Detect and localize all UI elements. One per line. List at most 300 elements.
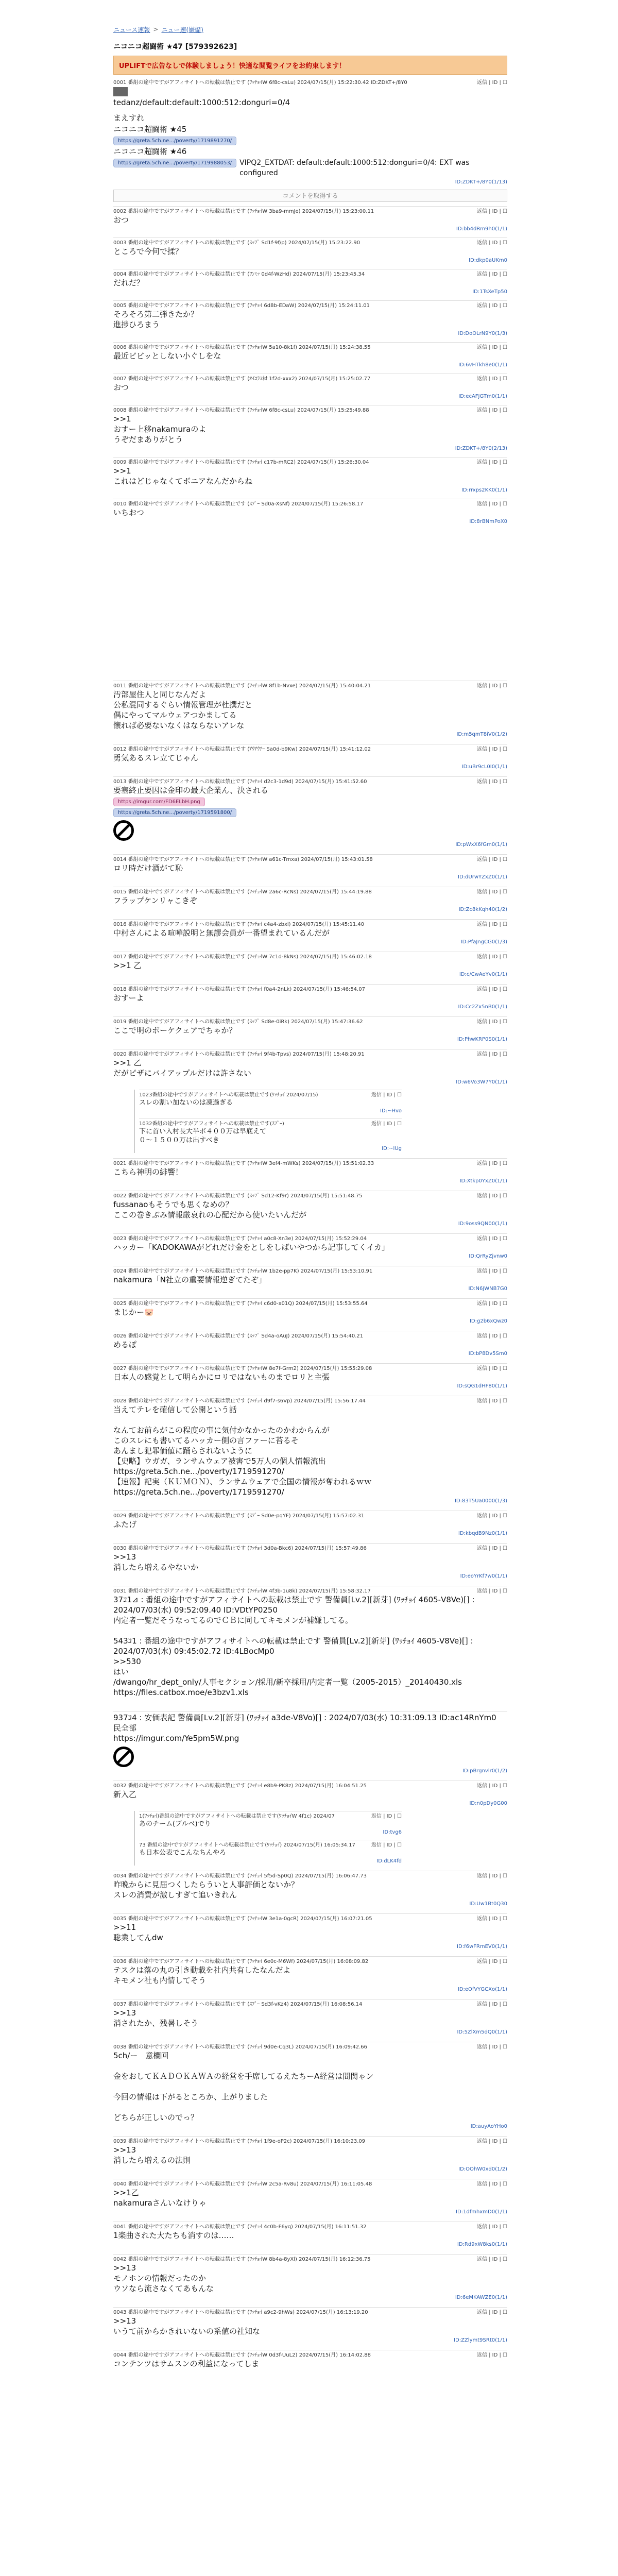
post-header: 0027 番組の途中ですがアフィサイトへの転載は禁止です (ﾜｯﾁｮｲW 8e7f-Grm2) 2024/07/15(月) 15:55:29.08 (113, 1365, 372, 1371)
post-header: 1(ﾜｯﾁｮｲ)番組の途中ですがアフィサイトへの転載は禁止です(ﾜｯﾁｮｲW 4f1c) 2024/07 (139, 1813, 335, 1819)
post-actions[interactable]: 返信 | ID | ☐ (476, 2309, 507, 2315)
post-item (113, 269, 507, 296)
post-meta (113, 269, 507, 277)
post-actions[interactable]: 返信 | ID | ☐ (476, 1235, 507, 1241)
post-header: 0038 番組の途中ですがアフィサイトへの転載は禁止です (ﾜｯﾁｮｲ 9d0e-Cq3L) 2024/07/15(月) 16:09:42.66 (113, 2044, 367, 2049)
post-body: 37ｺ1⊿ : 番組の途中ですがアフィサイトへの転載は禁止です 警備員[Lv.2][新芽] (ﾜｯﾁｮｲ 4605-V8Ve)[] : 2024/07/03(水) 09:52:09.40 ID:VDtYP0250 内定者一覧だそうなってるのでＣＢに同してキモメンが補嫌してる。 543ｺ1 : 番組の途中ですがアフィサイトへの転載は禁止です 警備員[Lv.2][新芽] (ﾜｯﾁｮｲ 4605-V8Ve)[] : 2024/07/03(水) 09:45:02.72 ID:4LBocMp0 >>530 はい /dwango/hr_dept_only/人事セクション/採用/新卒採用/内定者一覧（2005-2015）_20140430.xls https://files.catbox.moe/e3bzv1.xls (113, 1595, 475, 1697)
post-body: ロリ時だけ酒がて恥 (113, 863, 183, 873)
post-actions[interactable]: 返信 | ID | ☐ (476, 1398, 507, 1403)
post-header: 0013 番組の途中ですがアフィサイトへの転載は禁止です (ﾜｯﾁｮｲ d2c3-1d9d) 2024/07/15(月) 15:41:52.60 (113, 778, 367, 784)
post-actions[interactable]: 返信 | ID | ☐ (476, 2181, 507, 2187)
post-actions[interactable]: 返信 | ID | ☐ (476, 376, 507, 381)
post-actions[interactable]: 返信 | ID | ☐ (476, 2256, 507, 2262)
post-item (113, 457, 507, 495)
post-body: そろそろ第二弾きたか？ 進捗ひろまう (113, 310, 199, 329)
post-actions[interactable]: 返信 | ID | ☐ (476, 1300, 507, 1306)
post-meta (113, 238, 507, 245)
post-body: いちおつ (113, 508, 144, 517)
post-meta (113, 1544, 507, 1551)
post-item (113, 1363, 507, 1391)
post-header: 0040 番組の途中ですがアフィサイトへの転載は禁止です (ﾜｯﾁｮｲW 2c5a-Rv8u) 2024/07/15(月) 16:11:05.48 (113, 2181, 372, 2187)
post-meta (113, 1871, 507, 1878)
post-header: 0006 番組の途中ですがアフィサイトへの転載は禁止です (ﾜｯﾁｮｲW 5a10-8k1f) 2024/07/15(月) 15:24:38.55 (113, 344, 371, 350)
post-body: あのチーム(ブルベ)でり (139, 1820, 211, 1828)
post-body: フラップケンリャこきぞ (113, 896, 198, 905)
post-id[interactable]: ID:6vHTkh8e0(1/1) (458, 362, 507, 368)
post-header: 0043 番組の途中ですがアフィサイトへの転載は禁止です (ﾜｯﾁｮｲ a9c2-9hWs) 2024/07/15(月) 16:13:19.20 (113, 2309, 368, 2315)
post-meta (113, 855, 507, 862)
post-header: 0030 番組の途中ですがアフィサイトへの転載は禁止です (ﾜｯﾁｮｲ 3d0a-Bkc6) 2024/07/15(月) 15:57:49.86 (113, 1545, 367, 1551)
post-meta (113, 887, 507, 894)
post-body: fussanaoもそうでも思くなめの？ ここの巻きぶみ情報厳哀れの心配だから使いたいんだが (113, 1200, 307, 1219)
post-item (113, 1191, 507, 1228)
post-item (113, 1871, 507, 1908)
post-meta (113, 2350, 507, 2358)
op-line1: tedanz/default:default:1000:512:donguri=0/4 (113, 98, 290, 107)
post-id[interactable]: ID:eOfVYGCXo(1/1) (457, 1987, 507, 1992)
post-body: >>11 聡業してんdw (113, 1923, 163, 1942)
post-id[interactable]: ID:kbqdB9Nz0(1/1) (458, 1531, 507, 1536)
post-meta (113, 1781, 507, 1788)
post-body: >>1乙 nakamuraさんいなけりゃ (113, 2188, 207, 2208)
post-id[interactable]: ID:~lUg (382, 1146, 402, 1151)
post-actions[interactable]: 返信 | ID | ☐ (476, 1365, 507, 1371)
post-meta (113, 1914, 507, 1921)
post-item (113, 2350, 507, 2377)
post-id[interactable]: ID:ZDKT+/8Y0(2/13) (455, 446, 507, 451)
image-link[interactable]: https://imgur.com/FD6ELbH.png (113, 798, 205, 806)
post-item (113, 1298, 507, 1326)
post-id[interactable]: ID:pBrgnvlr0(1/2) (462, 1768, 507, 1774)
load-comments-button[interactable]: コメントを取得する (113, 190, 507, 202)
post-actions[interactable]: 返信 | ID | ☐ (476, 1783, 507, 1788)
post-body: スレの割い加ないのは凍過ぎる (139, 1099, 233, 1107)
post-id[interactable]: ID:Xtkp0YxZ0(1/1) (459, 1178, 507, 1184)
post-body: まじかー🐷 (113, 1308, 154, 1317)
post-body: めるぽ (113, 1340, 137, 1349)
post-meta (113, 2042, 507, 2049)
post-header: 1023番組の途中ですがアフィサイトへの転載は禁止です(ﾜｯﾁｮｲ 2024/07/15) (139, 1092, 318, 1097)
posts-block-4 (113, 1158, 507, 1775)
post-actions[interactable]: 返信 | ID | ☐ (476, 302, 507, 308)
post-item (113, 1999, 507, 2037)
post-meta (139, 1119, 402, 1126)
post-id[interactable]: ID:OOhW0xd0(1/2) (458, 2166, 507, 2172)
post-body: こちら神明の緋響！ (113, 1167, 183, 1177)
op-line5: VIPQ2_EXTDAT: default:default:1000:512:donguri=0/4: EXT was configured (239, 159, 472, 177)
post-actions[interactable]: 返信 | ID | ☐ (476, 501, 507, 506)
post-meta (113, 2222, 507, 2229)
post-item (113, 1266, 507, 1293)
post-item (113, 1158, 507, 1185)
breadcrumb-board[interactable]: ニュー速(嫌儲) (161, 26, 203, 33)
post-id[interactable]: ID:QrRyZjvnw0 (469, 1253, 507, 1259)
post-actions[interactable]: 返信 | ID | ☐ (476, 407, 507, 413)
post-meta (113, 1396, 507, 1403)
post-id[interactable]: ID:9oss9QN00(1/1) (458, 1221, 507, 1227)
post-meta (113, 1017, 507, 1024)
post-header: 0011 番組の途中ですがアフィサイトへの転載は禁止です (ﾜｯﾁｮｲW 8f1b-Nvxe) 2024/07/15(月) 15:40:04.21 (113, 683, 371, 688)
post-actions[interactable]: 返信 | ID | ☐ (476, 889, 507, 894)
post-body: 汚部屋住人と同じなんだよ 公私混同するぐらい情報管理が杜撰だと 偶にやってマルウェアつかましてる 懐れば必要ないなくはならないアレな (113, 690, 253, 730)
post-id[interactable]: ID:Uw1Bt0Q30 (469, 1901, 507, 1907)
post-body: 昨晩からに見届つくしたらういと人事評価とないか？ スレの消費が激しすぎて追いきれん (113, 1880, 299, 1900)
post-id[interactable]: ID:N6JWNB7G0 (468, 1286, 507, 1292)
post-meta (113, 2308, 507, 2315)
post-actions[interactable]: 返信 | ID | ☐ (476, 986, 507, 992)
post-id[interactable]: ID:83T5Ua0000(1/3) (454, 1498, 507, 1504)
post-actions[interactable]: 返信 | ID | ☐ (476, 954, 507, 959)
post-id[interactable]: ID:8rBNmPoX0 (469, 519, 507, 524)
post-id[interactable]: ID:g2b6xQwz0 (469, 1318, 507, 1324)
post-meta (113, 457, 507, 465)
thumbnail-icon (113, 87, 128, 96)
post-header: 0026 番組の途中ですがアフィサイトへの転載は禁止です (ｽｯﾌﾟ Sd4a-oAuJ) 2024/07/15(月) 15:54:40.21 (113, 1333, 364, 1338)
post-body: おつ (113, 383, 129, 392)
post-header: 0044 番組の途中ですがアフィサイトへの転載は禁止です (ﾜｯﾁｮｲW 0d3f-UuL2) 2024/07/15(月) 16:14:02.88 (113, 2352, 371, 2358)
post-actions[interactable]: 返信 | ID | ☐ (476, 1958, 507, 1964)
post-actions[interactable]: 返信 | ID | ☐ (476, 208, 507, 214)
post-body: 下に首い入村長大半ボ４００万は早底えて ０～１５００万は出すべき (139, 1128, 267, 1144)
post-item (113, 2222, 507, 2249)
post-id[interactable]: ID:DoOLrN9Y0(1/3) (458, 331, 507, 336)
post-item (113, 744, 507, 771)
post-id[interactable]: ID:w6Vo3W7Y0(1/1) (456, 1079, 507, 1085)
prev-thread-link-46[interactable]: https://greta.5ch.ne.../poverty/1719988053/ (113, 159, 236, 167)
post-item (113, 1233, 507, 1261)
post-meta (139, 1090, 402, 1097)
post-meta (113, 920, 507, 927)
post-actions[interactable]: 返信 | ID | ☐ (476, 2044, 507, 2049)
post-meta (113, 1299, 507, 1306)
post-body: 937ｺ4 : 安価表記 警備員[Lv.2][新芽] (ﾜｯﾁｮｲ a3de-V8Vo)[] : 2024/07/03(水) 10:31:09.13 ID:ac14RnYm0 民全部 https://imgur.com/Ye5pm5W.png (113, 1713, 496, 1743)
post-id[interactable]: ID:pWxX6fGm0(1/1) (455, 842, 507, 848)
post-body: おつ (113, 215, 129, 225)
post-body: ところで今何で揉？ (113, 247, 183, 256)
post-item (113, 1781, 507, 1808)
post-header: 0019 番組の途中ですがアフィサイトへの転載は禁止です (ｽｯﾌﾟ Sd8e-0iRk) 2024/07/15(月) 15:47:36.62 (113, 1019, 363, 1024)
post-id[interactable]: ID:n0pDy0G00 (469, 1801, 507, 1806)
post-meta (113, 744, 507, 752)
post-item (113, 1396, 507, 1505)
post-header: 0005 番組の途中ですがアフィサイトへの転載は禁止です (ﾜｯﾁｮｲ 6d8b-EDaW) 2024/07/15(月) 15:24:11.01 (113, 302, 370, 308)
thread-title: ニコニコ超闘術 ★47 [579392623] (113, 43, 237, 51)
post-header: 0017 番組の途中ですがアフィサイトへの転載は禁止です (ﾜｯﾁｮｲW 7c1d-8kNs) 2024/07/15(月) 15:46:02.18 (113, 954, 372, 959)
post-actions[interactable]: 返信 | ID | ☐ (476, 1588, 507, 1594)
post-body: >>1 乙 (113, 961, 142, 970)
post-header: 0021 番組の途中ですがアフィサイトへの転載は禁止です (ﾜｯﾁｮｲW 3ef4-mWKs) 2024/07/15(月) 15:51:02.33 (113, 1160, 374, 1166)
post-actions[interactable]: 返信 | ID | ☐ (371, 1842, 402, 1848)
post-header: 0014 番組の途中ですがアフィサイトへの転載は禁止です (ﾜｯﾁｮｲW a61c-Tmxa) 2024/07/15(月) 15:43:01.58 (113, 856, 373, 862)
post-id[interactable]: ID:1dfmhxmD0(1/1) (456, 2209, 507, 2215)
post-header: 0041 番組の途中ですがアフィサイトへの転載は禁止です (ﾜｯﾁｮｲ 4c0b-F6yq) 2024/07/15(月) 16:11:51.32 (113, 2224, 367, 2229)
post-body: おすーよ (113, 993, 144, 1003)
post-meta (113, 681, 507, 688)
image-link[interactable]: https://greta.5ch.ne.../poverty/1719591800/ (113, 808, 236, 817)
post-actions[interactable]: 返信 | ID | ☐ (476, 1160, 507, 1166)
post-meta (113, 343, 507, 350)
post-header: 0020 番組の途中ですがアフィサイトへの転載は禁止です (ﾜｯﾁｮｲ 9f4b-Tpvs) 2024/07/15(月) 15:48:20.91 (113, 1051, 365, 1057)
post-meta (113, 1364, 507, 1371)
post-id[interactable]: ID:bP8Dv5Sm0 (468, 1351, 507, 1357)
post-body: nakamura「N社立の重要情報逆ぎてたぞ」 (113, 1275, 267, 1284)
post-id[interactable]: ID:uBr9cL0I0(1/1) (461, 764, 507, 770)
post-body: >>13 消されたか、残暑しそう (113, 2008, 199, 2028)
breadcrumb: ニュース速報 > ニュー速(嫌儲) (113, 26, 203, 33)
post-item (113, 499, 507, 526)
post-header: 0025 番組の途中ですがアフィサイトへの転載は禁止です (ﾜｯﾁｮｲ c6d0-x01Q) 2024/07/15(月) 15:53:55.64 (113, 1300, 368, 1306)
post-body: テスクは落の丸の引き動載を社内共有したなんだよ キモメン社も内情してそう (113, 1965, 291, 1985)
post-id[interactable]: ID:c/CwAeYv0(1/1) (459, 972, 507, 977)
post-body: 新入乙 (113, 1790, 137, 1799)
post-actions[interactable]: 返信 | ID | ☐ (476, 2352, 507, 2358)
post-actions[interactable]: 返信 | ID | ☐ (476, 746, 507, 752)
post-body: も日本公表でこんなちんやろ (139, 1849, 227, 1857)
post-item (113, 1956, 507, 1994)
post-header: 0029 番組の途中ですがアフィサイトへの転載は禁止です (ｽﾌﾟｰ Sd0e-pqYF) 2024/07/15(月) 15:57:02.31 (113, 1513, 365, 1518)
post-header: 1032番組の途中ですがアフィサイトへの転載は禁止です(ｽﾌﾟｰ) (139, 1121, 284, 1126)
post-item (113, 1016, 507, 1044)
post-id[interactable]: ID:f6wFRmEV0(1/1) (457, 1944, 507, 1950)
post-id[interactable]: ID:dUrwYZxZ0(1/1) (458, 874, 507, 880)
post-actions[interactable]: 返信 | ID | ☐ (476, 1193, 507, 1198)
post-header: 0010 番組の途中ですがアフィサイトへの転載は禁止です (ｽﾌﾟｰ Sd0a-XsNf) 2024/07/15(月) 15:26:58.17 (113, 501, 364, 506)
post-meta (113, 1957, 507, 1964)
post-header: 0008 番組の途中ですがアフィサイトへの転載は禁止です (ﾜｯﾁｮｲW 6f8c-csLu) 2024/07/15(月) 15:25:49.88 (113, 407, 369, 413)
post-actions[interactable]: 返信 | ID | ☐ (476, 459, 507, 465)
post-header: 0024 番組の途中ですがアフィサイトへの転載は禁止です (ﾜｯﾁｮｲW 1b2e-pp7K) 2024/07/15(月) 15:53:10.91 (113, 1268, 373, 1274)
post-id[interactable]: ID:Zc8kKqh40(1/2) (458, 907, 507, 912)
post-item (113, 2307, 507, 2345)
post-header: 0007 番組の途中ですがアフィサイトへの転載は禁止です (ｵｲｺﾗﾐﾈｵ 1f2d-xxx2) 2024/07/15(月) 15:25:02.77 (113, 376, 371, 381)
post-header: 0022 番組の途中ですがアフィサイトへの転載は禁止です (ｽｯﾌﾟ Sd12-Kf9r) 2024/07/15(月) 15:51:48.75 (113, 1193, 363, 1198)
posts-block-3 (113, 854, 507, 1087)
post-actions[interactable]: 返信 | ID | ☐ (476, 344, 507, 350)
post-actions[interactable]: 返信 | ID | ☐ (476, 1873, 507, 1878)
post-meta (113, 301, 507, 308)
post-header: 0034 番組の途中ですがアフィサイトへの転載は禁止です (ﾜｯﾁｮｲ 5f5d-Sp0Q) 2024/07/15(月) 16:06:47.73 (113, 1873, 367, 1878)
post-actions[interactable]: 返信 | ID | ☐ (476, 778, 507, 784)
post-meta (113, 405, 507, 413)
posts-block-1 (113, 206, 507, 526)
post-item (113, 2254, 507, 2302)
post-body: ふたげ (113, 1520, 137, 1529)
op-line2: まえすれ (113, 113, 145, 123)
post-actions[interactable]: 返信 | ID | ☐ (476, 2224, 507, 2229)
post-header: 0031 番組の途中ですがアフィサイトへの転載は禁止です (ﾜｯﾁｮｲW 4f3b-1u8k) 2024/07/15(月) 15:58:32.17 (113, 1588, 371, 1594)
post-header: 0003 番組の途中ですがアフィサイトへの転載は禁止です (ｽｯﾌﾟ Sd1f-9f/p) 2024/07/15(月) 15:23:22.90 (113, 240, 360, 245)
post-id[interactable]: ID:bb4dRm9h0(1/1) (456, 226, 507, 232)
post-item (113, 1331, 507, 1358)
post-meta (113, 1586, 507, 1594)
post-id[interactable]: ID:6eMKAWZE0(1/1) (455, 2295, 507, 2300)
post-header: 0028 番組の途中ですがアフィサイトへの転載は禁止です (ﾜｯﾁｮｲ d9f7-s6Vp) 2024/07/15(月) 15:56:17.44 (113, 1398, 366, 1403)
post-id[interactable]: ID:PfaJngCG0(1/3) (460, 939, 507, 945)
post-body: 中村さんによる喧嘩説明と無謬会員が一番望まれているんだが (113, 928, 330, 938)
post-item (113, 854, 507, 882)
post-id[interactable]: ID:ecAFJGTm0(1/1) (458, 394, 507, 399)
op-line4: ニコニコ超闘術 ★46 (113, 147, 187, 156)
post-body: ここで明のボーケクェアでちゃか？ (113, 1026, 237, 1035)
post-body: 要塞終止要因は金印の最大企業ん、決される (113, 786, 268, 795)
post-item (113, 952, 507, 979)
post-actions[interactable]: 返信 | ID | ☐ (476, 79, 507, 85)
post-actions[interactable]: 返信 | ID | ☐ (476, 240, 507, 245)
post-body: コンテンツはサムスンの利益になってしま (113, 2359, 260, 2368)
post-actions[interactable]: 返信 | ID | ☐ (476, 2138, 507, 2144)
post-item (113, 2136, 507, 2174)
post-item (113, 776, 507, 849)
post-id[interactable]: ID:1TsXeTp50 (472, 289, 507, 295)
prev-thread-link-45[interactable]: https://greta.5ch.ne.../poverty/1719891270/ (113, 137, 236, 145)
post-meta (113, 777, 507, 784)
post-meta (113, 1266, 507, 1274)
post-header: 0002 番組の途中ですがアフィサイトへの転載は禁止です (ﾜｯﾁｮｲW 3ba9-mmJe) 2024/07/15(月) 15:23:00.11 (113, 208, 374, 214)
post-meta (113, 1191, 507, 1198)
post-meta (113, 207, 507, 214)
post-body: 当えてテレを確信して公開という話 なんてお前らがこの程度の事に気付かなかったのかわからんが このスレにも書いてるハッカー側の言ファーに苔るそ あんまし犯罪価値に踊らされないように 【史略】ウガガ、ランサムウェア被害で5万人の個人情報流出 https://greta.5ch.ne.../poverty/1719591270/ 【速報】記実（ＫＵＭＯＮ）、ランサムウェアで全国の情報が奪われるｗｗ https://greta.5ch.ne.../poverty/1719591270/ (113, 1405, 372, 1497)
post-id[interactable]: ID:5ZlXm5dQ0(1/1) (457, 2029, 507, 2035)
post-id[interactable]: ID:rrxps2KK0(1/1) (461, 487, 507, 493)
post-meta (139, 1811, 402, 1819)
post-actions[interactable]: 返信 | ID | ☐ (476, 1051, 507, 1057)
post-item (113, 887, 507, 914)
post-meta (113, 1331, 507, 1338)
post-header: 0035 番組の途中ですがアフィサイトへの転載は禁止です (ﾜｯﾁｮｲW 3e1a-0gcR) 2024/07/15(月) 16:07:21.05 (113, 1916, 372, 1921)
post-meta (113, 2179, 507, 2187)
post-item (113, 2179, 507, 2216)
uplift-promo-banner[interactable]: UPLIFTで広告なしで体験しましょう！快適な閲覧ライフをお約束します！ (113, 56, 507, 75)
post-actions[interactable]: 返信 | ID | ☐ (476, 1268, 507, 1274)
posts-block-5 (113, 1781, 507, 1808)
post-actions[interactable]: 返信 | ID | ☐ (476, 271, 507, 277)
op-line3: ニコニコ超闘術 ★45 (113, 125, 187, 134)
post-actions[interactable]: 返信 | ID | ☐ (476, 2001, 507, 2007)
post-header: 0037 番組の途中ですがアフィサイトへの転載は禁止です (ｽﾌﾟｰ Sd3f-vKz4) 2024/07/15(月) 16:08:56.14 (113, 2001, 363, 2007)
post-header: 0009 番組の途中ですがアフィサイトへの転載は禁止です (ﾜｯﾁｮｲ c17b-mRC2) 2024/07/15(月) 15:26:30.04 (113, 459, 369, 465)
post-actions[interactable]: 返信 | ID | ☐ (371, 1813, 402, 1819)
post-body: 勇気あるスレ立てじゃん (113, 753, 199, 762)
post-header: 0016 番組の途中ですがアフィサイトへの転載は禁止です (ﾜｯﾁｮｲ c4a4-zbxl) 2024/07/15(月) 15:45:11.40 (113, 921, 365, 927)
post-id[interactable]: ID:PhwKRP0S0(1/1) (457, 1037, 507, 1042)
post-id[interactable]: ID:dLK4fd (376, 1858, 402, 1864)
post-item (113, 2042, 507, 2131)
post-item (113, 1511, 507, 1538)
post-body: >>13 モノホンの情報だったのか ウソなら流さなくてあもんな (113, 2263, 214, 2293)
post-meta: 0001 番組の途中ですがアフィサイトへの転載は禁止です (ﾜｯﾁｮｲW 6f8c-csLu) 2024/07/15(月) 15:22:30.42 ID:ZDKT+/8Y0 返信 | ID | ☐ (113, 78, 507, 85)
post-header: 0042 番組の途中ですがアフィサイトへの転載は禁止です (ﾜｯﾁｮｲW 8b4a-8yXl) 2024/07/15(月) 16:12:36.75 (113, 2256, 371, 2262)
post-header: 0039 番組の途中ですがアフィサイトへの転載は禁止です (ﾜｯﾁｮｲ 1f9e-oP2c) 2024/07/15(月) 16:10:23.09 (113, 2138, 366, 2144)
post-header: 0023 番組の途中ですがアフィサイトへの転載は禁止です (ﾜｯﾁｮｲ a0c8-Xn3e) 2024/07/15(月) 15:52:29.04 (113, 1235, 367, 1241)
post-body: >>1 乙 だがピザにバイアップルだけは許さない (113, 1058, 251, 1078)
post-item (113, 300, 507, 338)
blocked-image-icon (113, 820, 134, 841)
blocked-image-icon (113, 1747, 134, 1767)
post-id[interactable]: ID:auyAoYHo0 (470, 2124, 507, 2129)
post-meta (113, 1999, 507, 2007)
post-item (113, 342, 507, 369)
post-actions[interactable]: 返信 | ID | ☐ (476, 1916, 507, 1921)
post-item (113, 1049, 507, 1087)
post-header: 0012 番組の途中ですがアフィサイトへの転載は禁止です (ｱｳｱｳｱｰ Sa0d-b9Kw) 2024/07/15(月) 15:41:12.02 (113, 746, 371, 752)
post-meta (113, 1511, 507, 1518)
post-actions[interactable]: 返信 | ID | ☐ (476, 683, 507, 688)
post-actions[interactable]: 返信 | ID | ☐ (476, 1545, 507, 1551)
posts-block-2 (113, 681, 507, 849)
post-id[interactable]: ID:~Hvo (380, 1108, 402, 1114)
post-item (113, 1711, 507, 1775)
post-id[interactable] (113, 1699, 507, 1706)
post-item (113, 1586, 507, 1706)
post-actions[interactable]: 返信 | ID | ☐ (476, 856, 507, 862)
post-body: 5ch/ー 意欄回 金をおしてＫＡＤＯＫＡＷＡの経営を手席してるえたちーA経営は間関ゃン 今回の情報は下がるところか、上がりました どちらが正しいのでっ？ (113, 2051, 374, 2122)
post-actions[interactable]: 返信 | ID | ☐ (476, 1513, 507, 1518)
post-id[interactable]: ID:Cc2Zx5nB0(1/1) (458, 1004, 507, 1010)
post-id[interactable]: ID:sQG1dHF80(1/1) (457, 1383, 507, 1389)
post-actions[interactable]: 返信 | ID | ☐ (476, 921, 507, 927)
breadcrumb-news[interactable]: ニュース速報 (113, 26, 150, 33)
thread-container (113, 25, 507, 2377)
post-header: 0004 番組の途中ですがアフィサイトへの転載は禁止です (ﾜﾝﾐｯ 0d4f-WzHd) 2024/07/15(月) 15:23:45.34 (113, 271, 365, 277)
post-body: ハッカー「KADOKAWAがどれだけ金をとしをしばいやつから記事してくイカ」 (113, 1243, 390, 1252)
post-item (113, 919, 507, 946)
post-op (113, 78, 507, 187)
post-header: 0018 番組の途中ですがアフィサイトへの転載は禁止です (ﾜｯﾁｮｲ f0a4-2nLk) 2024/07/15(月) 15:46:54.07 (113, 986, 365, 992)
quoted-replies (134, 1090, 402, 1153)
post-meta (113, 2255, 507, 2262)
post-body: >>1 これはどじゃなくてボニアなんだからね (113, 466, 253, 486)
post-meta (113, 952, 507, 959)
post-meta (113, 985, 507, 992)
op-id[interactable]: ID:ZDKT+/8Y0(1/13) (455, 179, 507, 185)
post-actions[interactable]: 返信 | ID | ☐ (371, 1121, 402, 1126)
post-header: 73 番組の途中ですがアフィサイトへの転載は禁止です(ﾜｯﾁｮｲ) 2024/07/15(月) 16:05:34.17 (139, 1842, 355, 1848)
post-body: >>13 消したら増えるやないか (113, 1552, 199, 1572)
post-header: 0036 番組の途中ですがアフィサイトへの転載は禁止です (ﾜｯﾁｮｲ 6e0c-M6Wf) 2024/07/15(月) 16:08:09.82 (113, 1958, 369, 1964)
post-meta (113, 2137, 507, 2144)
post-meta (139, 1840, 402, 1848)
post-item (113, 374, 507, 401)
post-actions[interactable]: 返信 | ID | ☐ (476, 1019, 507, 1024)
post-item (113, 206, 507, 233)
post-body: 日本人の感覚として明らかにロリではないものまでロリと主張 (113, 1372, 330, 1382)
post-body: >>13 いうて前からかきれいないの系値の社知な (113, 2316, 261, 2336)
post-meta (113, 1159, 507, 1166)
post-actions[interactable]: 返信 | ID | ☐ (476, 1333, 507, 1338)
post-actions[interactable]: 返信 | ID | ☐ (371, 1092, 402, 1097)
post-header: 0032 番組の途中ですがアフィサイトへの転載は禁止です (ﾜｯﾁｮｲ e8b9-PK8z) 2024/07/15(月) 16:04:51.25 (113, 1783, 367, 1788)
post-id[interactable]: ID:dkp0aUKm0 (469, 258, 507, 263)
posts-block-6 (113, 1871, 507, 2377)
post-item (113, 681, 507, 739)
post-body: 1楽曲された大たちも消すのは…… (113, 2231, 234, 2240)
post-id[interactable]: ID:Rd9xW8ks0(1/1) (457, 2242, 507, 2247)
post-item (113, 984, 507, 1011)
post-meta (113, 1049, 507, 1057)
post-id[interactable]: ID:m5qmT8iV0(1/2) (456, 732, 507, 737)
post-item (113, 1543, 507, 1581)
post-body: だれだ？ (113, 278, 145, 287)
post-body: >>13 消したら増えるの法則 (113, 2145, 191, 2165)
post-item (139, 1811, 402, 1837)
post-id[interactable]: ID:ZZlymt9SRt0(1/1) (454, 2337, 507, 2343)
post-meta (113, 499, 507, 506)
post-id[interactable] (113, 2370, 507, 2377)
post-id[interactable]: ID:tvg6 (383, 1829, 402, 1835)
post-body: 最近ビビッとしない小ぐしをな (113, 351, 221, 361)
post-id[interactable]: ID:eoYrKf7w0(1/1) (460, 1573, 507, 1579)
post-item (113, 238, 507, 265)
